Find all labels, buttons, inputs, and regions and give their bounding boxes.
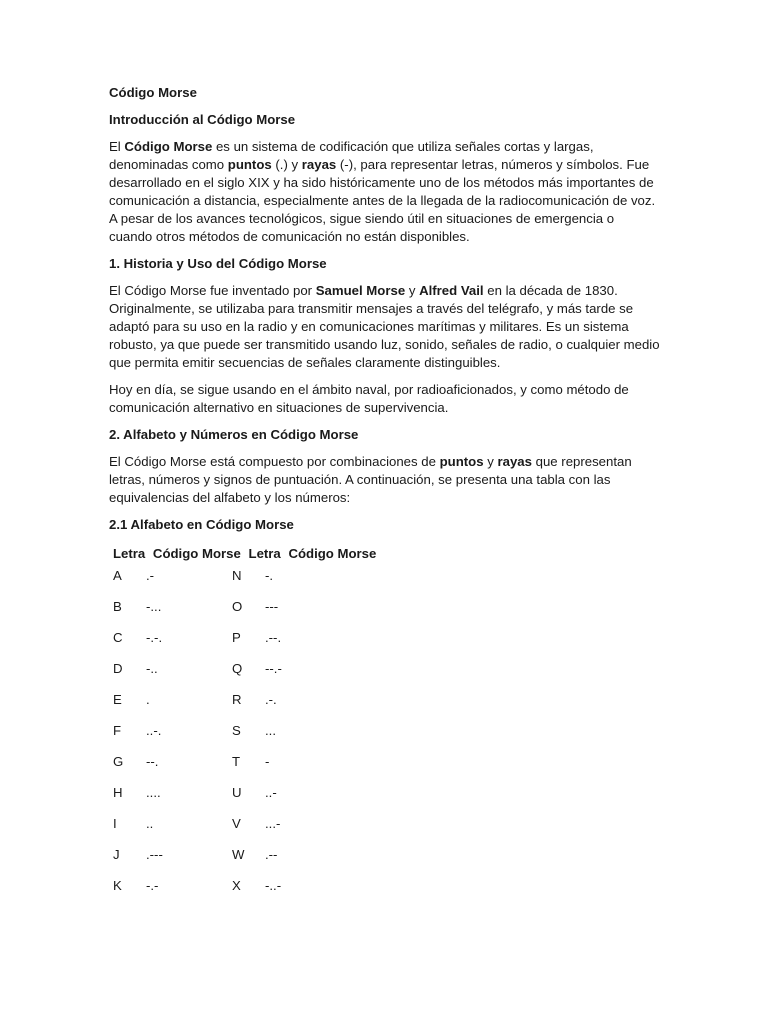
letter-cell: W <box>232 847 245 862</box>
letter-cell: P <box>232 630 241 645</box>
table-row <box>109 815 661 846</box>
letter-cell: U <box>232 785 242 800</box>
letter-cell: A <box>113 568 122 583</box>
header-letra-2: Letra <box>248 546 281 561</box>
letter-cell: O <box>232 599 243 614</box>
section2-bold-rayas: rayas <box>497 454 532 469</box>
letter-cell: X <box>232 878 241 893</box>
code-cell: .-. <box>265 692 277 707</box>
intro-paragraph: El Código Morse es un sistema de codificación que utiliza señales cortas y largas, denominadas como puntos (.) y rayas (-), para representar letras, números y símbolos. Fue desarrollado en el siglo XIX y ha sido históricamente uno de los métodos más importantes de comunicación a distancia, especialmente antes de la llegada de la radiocomunicación de voz. A pesar de los avances tecnológicos, sigue siendo útil en situaciones de emergencia o cuando otros métodos de comunicación no están disponibles. <box>109 139 656 244</box>
code-cell: .--- <box>146 847 163 862</box>
code-cell: --. <box>146 754 159 769</box>
code-cell: -.-. <box>146 630 163 645</box>
letter-cell: J <box>113 847 120 862</box>
code-cell: --.- <box>265 661 282 676</box>
letter-cell: T <box>232 754 241 769</box>
letter-cell: R <box>232 692 242 707</box>
header-codigo-1: Código Morse <box>152 546 241 561</box>
code-cell: ...- <box>265 816 281 831</box>
table-row <box>109 722 661 753</box>
document-page <box>109 84 661 908</box>
table-row <box>109 660 661 691</box>
section1-paragraph-2: Hoy en día, se sigue usando en el ámbito naval, por radioaficionados, y como método de comunicación alternativo en situaciones de supervivencia. <box>109 382 629 415</box>
letter-cell: S <box>232 723 241 738</box>
table-body <box>109 567 661 908</box>
letter-cell: G <box>113 754 124 769</box>
table-row <box>109 877 661 908</box>
code-cell: .. <box>146 816 154 831</box>
letter-cell: I <box>113 816 117 831</box>
table-header <box>109 545 661 567</box>
header-codigo-2: Código Morse <box>288 546 377 561</box>
code-cell: - <box>265 754 270 769</box>
letter-cell: E <box>113 692 122 707</box>
code-cell: -..- <box>265 878 282 893</box>
table-row <box>109 629 661 660</box>
intro-bold-puntos: puntos <box>227 157 272 172</box>
code-cell: .... <box>146 785 161 800</box>
section2-heading: 2. Alfabeto y Números en Código Morse <box>109 427 359 442</box>
section1-paragraph-1: El Código Morse fue inventado por Samuel Morse y Alfred Vail en la década de 1830. Originalmente, se utilizaba para transmitir mensajes a través del telégrafo, y más tarde se adaptó para su uso en la radio y en comunicaciones marítimas y militares. Es un sistema robusto, ya que puede ser transmitido usando luz, sonido, señales de radio, o cualquier medio que permita emitir secuencias de señales claramente distinguibles. <box>109 283 660 370</box>
document-title: Código Morse <box>109 85 197 100</box>
table-row <box>109 846 661 877</box>
inventor-morse: Samuel Morse <box>315 283 406 298</box>
table-row <box>109 753 661 784</box>
code-cell: ..- <box>265 785 277 800</box>
code-cell: ..-. <box>146 723 162 738</box>
code-cell: -. <box>265 568 274 583</box>
table-row <box>109 567 661 598</box>
code-cell: . <box>146 692 150 707</box>
code-cell: -... <box>146 599 162 614</box>
letter-cell: D <box>113 661 123 676</box>
table-row <box>109 598 661 629</box>
inventor-vail: Alfred Vail <box>419 283 484 298</box>
code-cell: .-- <box>265 847 278 862</box>
intro-bold-rayas: rayas <box>301 157 337 172</box>
header-letra-1: Letra <box>113 546 146 561</box>
letter-cell: Q <box>232 661 243 676</box>
code-cell: ... <box>265 723 276 738</box>
table-row <box>109 691 661 722</box>
section2-bold-puntos: puntos <box>439 454 484 469</box>
code-cell: --- <box>265 599 279 614</box>
letter-cell: C <box>113 630 123 645</box>
letter-cell: F <box>113 723 122 738</box>
code-cell: .--. <box>265 630 282 645</box>
intro-bold-term: Código Morse <box>124 139 213 154</box>
section2-paragraph: El Código Morse está compuesto por combinaciones de puntos y rayas que representan letras, números y signos de puntuación. A continuación, se presenta una tabla con las equivalencias del alfabeto y los números: <box>109 454 632 505</box>
code-cell: -.- <box>146 878 159 893</box>
letter-cell: V <box>232 816 241 831</box>
letter-cell: K <box>113 878 122 893</box>
intro-heading: Introducción al Código Morse <box>109 112 296 127</box>
code-cell: .- <box>146 568 155 583</box>
letter-cell: B <box>113 599 122 614</box>
section21-heading: 2.1 Alfabeto en Código Morse <box>109 517 294 532</box>
table-row <box>109 784 661 815</box>
morse-table <box>109 545 661 908</box>
letter-cell: H <box>113 785 123 800</box>
code-cell: -.. <box>146 661 158 676</box>
section1-heading: 1. Historia y Uso del Código Morse <box>109 256 327 271</box>
letter-cell: N <box>232 568 242 583</box>
